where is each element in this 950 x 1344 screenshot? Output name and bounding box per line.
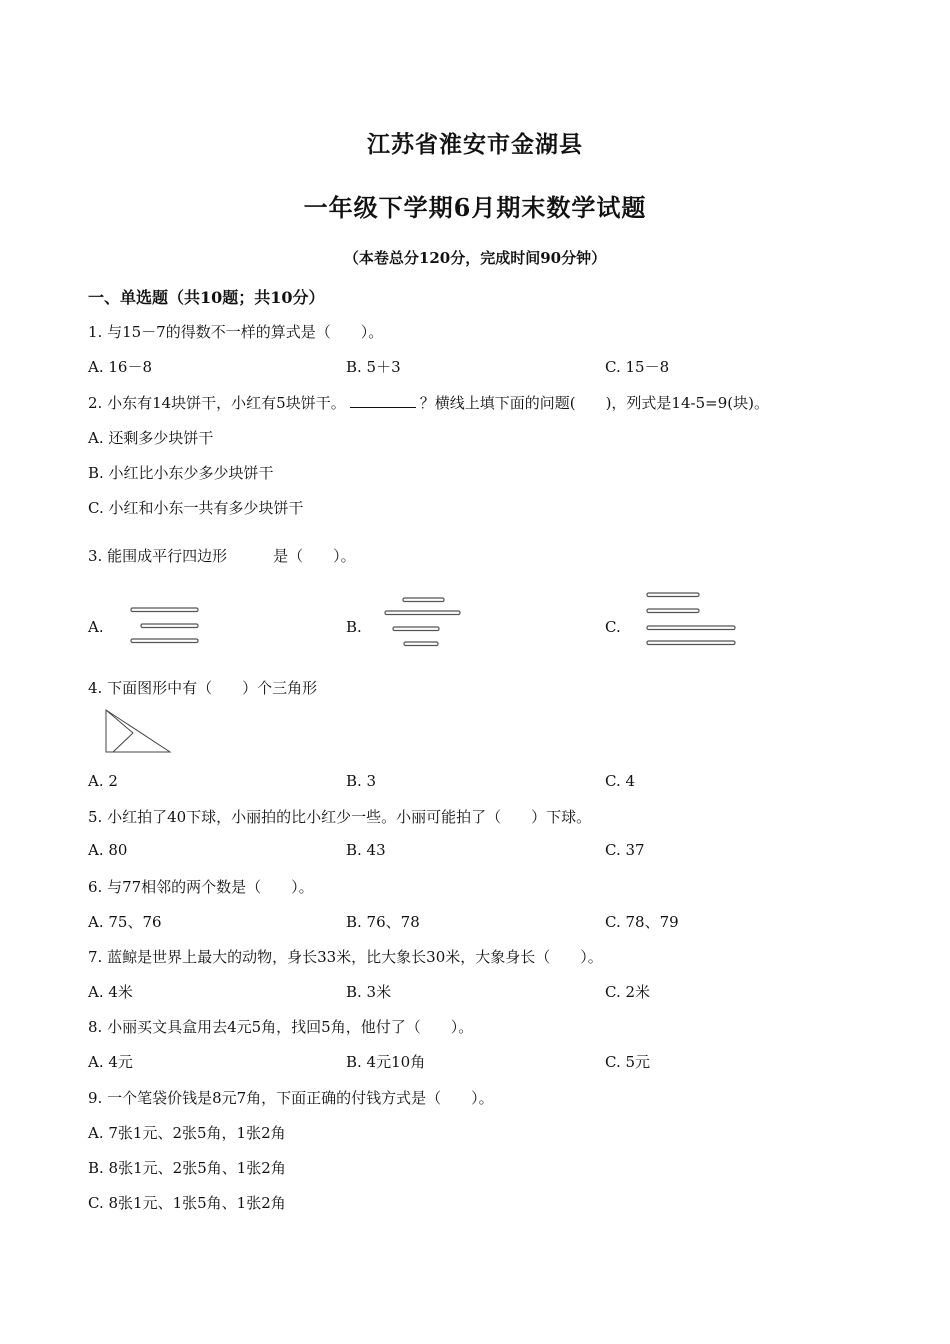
q6-option-b: B. 76、78: [346, 913, 420, 931]
exam-info: （本卷总分120分，完成时间90分钟）: [343, 249, 607, 267]
q4-option-b: B. 3: [346, 772, 377, 790]
q9-option-c: C. 8张1元、1张5角、1张2角: [88, 1194, 286, 1212]
q7-option-c: C. 2米: [605, 983, 651, 1001]
q1-option-b: B. 5＋3: [346, 358, 401, 376]
question-9: 9. 一个笔袋价钱是8元7角，下面正确的付钱方式是（ ）。: [88, 1089, 494, 1107]
section-heading: 一、单选题（共10题；共10分）: [88, 288, 325, 307]
q9-option-a: A. 7张1元、2张5角，1张2角: [88, 1124, 286, 1142]
question-6: 6. 与77相邻的两个数是（ ）。: [88, 878, 314, 896]
sticks-option-b: [385, 598, 460, 646]
sticks-option-a: [131, 608, 198, 643]
question-4: 4. 下面图形中有（ ）个三角形: [88, 679, 318, 697]
title-region: 江苏省淮安市金湖县: [367, 131, 583, 158]
question-1: 1. 与15－7的得数不一样的算式是（ ）。: [88, 323, 384, 341]
triangle-figure: [106, 710, 170, 752]
q8-option-b: B. 4元10角: [346, 1053, 426, 1071]
question-2-stem-end: ？横线上填下面的问题( )，列式是14-5=9(块)。: [419, 394, 769, 412]
question-3-stem-start: 3. 能围成平行四边形: [88, 547, 228, 565]
title-exam: 一年级下学期6月期末数学试题: [303, 193, 647, 222]
question-8: 8. 小丽买文具盒用去4元5角，找回5角，他付了（ ）。: [88, 1018, 474, 1036]
q8-option-a: A. 4元: [88, 1053, 133, 1071]
question-5: 5. 小红拍了40下球，小丽拍的比小红少一些。小丽可能拍了（ ）下球。: [88, 808, 592, 826]
q6-option-a: A. 75、76: [88, 913, 162, 931]
q2-option-c: C. 小红和小东一共有多少块饼干: [88, 499, 304, 517]
q2-option-a: A. 还剩多少块饼干: [88, 429, 214, 447]
q5-option-a: A. 80: [88, 841, 128, 859]
sticks-option-c: [647, 593, 735, 645]
q4-option-c: C. 4: [605, 772, 636, 790]
q1-option-c: C. 15－8: [605, 358, 670, 376]
question-3-stem-end: 是（ ）。: [273, 547, 356, 565]
q3-option-c: C.: [605, 618, 621, 636]
q4-option-a: A. 2: [88, 772, 118, 790]
q2-option-b: B. 小红比小东少多少块饼干: [88, 464, 274, 482]
q9-option-b: B. 8张1元、2张5角、1张2角: [88, 1159, 286, 1177]
question-7: 7. 蓝鲸是世界上最大的动物，身长33米，比大象长30米，大象身长（ ）。: [88, 948, 603, 966]
q7-option-a: A. 4米: [88, 983, 133, 1001]
q5-option-b: B. 43: [346, 841, 386, 859]
q3-option-b: B.: [346, 618, 362, 636]
q7-option-b: B. 3米: [346, 983, 392, 1001]
q6-option-c: C. 78、79: [605, 913, 679, 931]
q8-option-c: C. 5元: [605, 1053, 651, 1071]
question-2-stem-start: 2. 小东有14块饼干，小红有5块饼干。: [88, 394, 346, 412]
q3-option-a: A.: [88, 618, 104, 636]
q1-option-a: A. 16－8: [88, 358, 152, 376]
q5-option-c: C. 37: [605, 841, 645, 859]
